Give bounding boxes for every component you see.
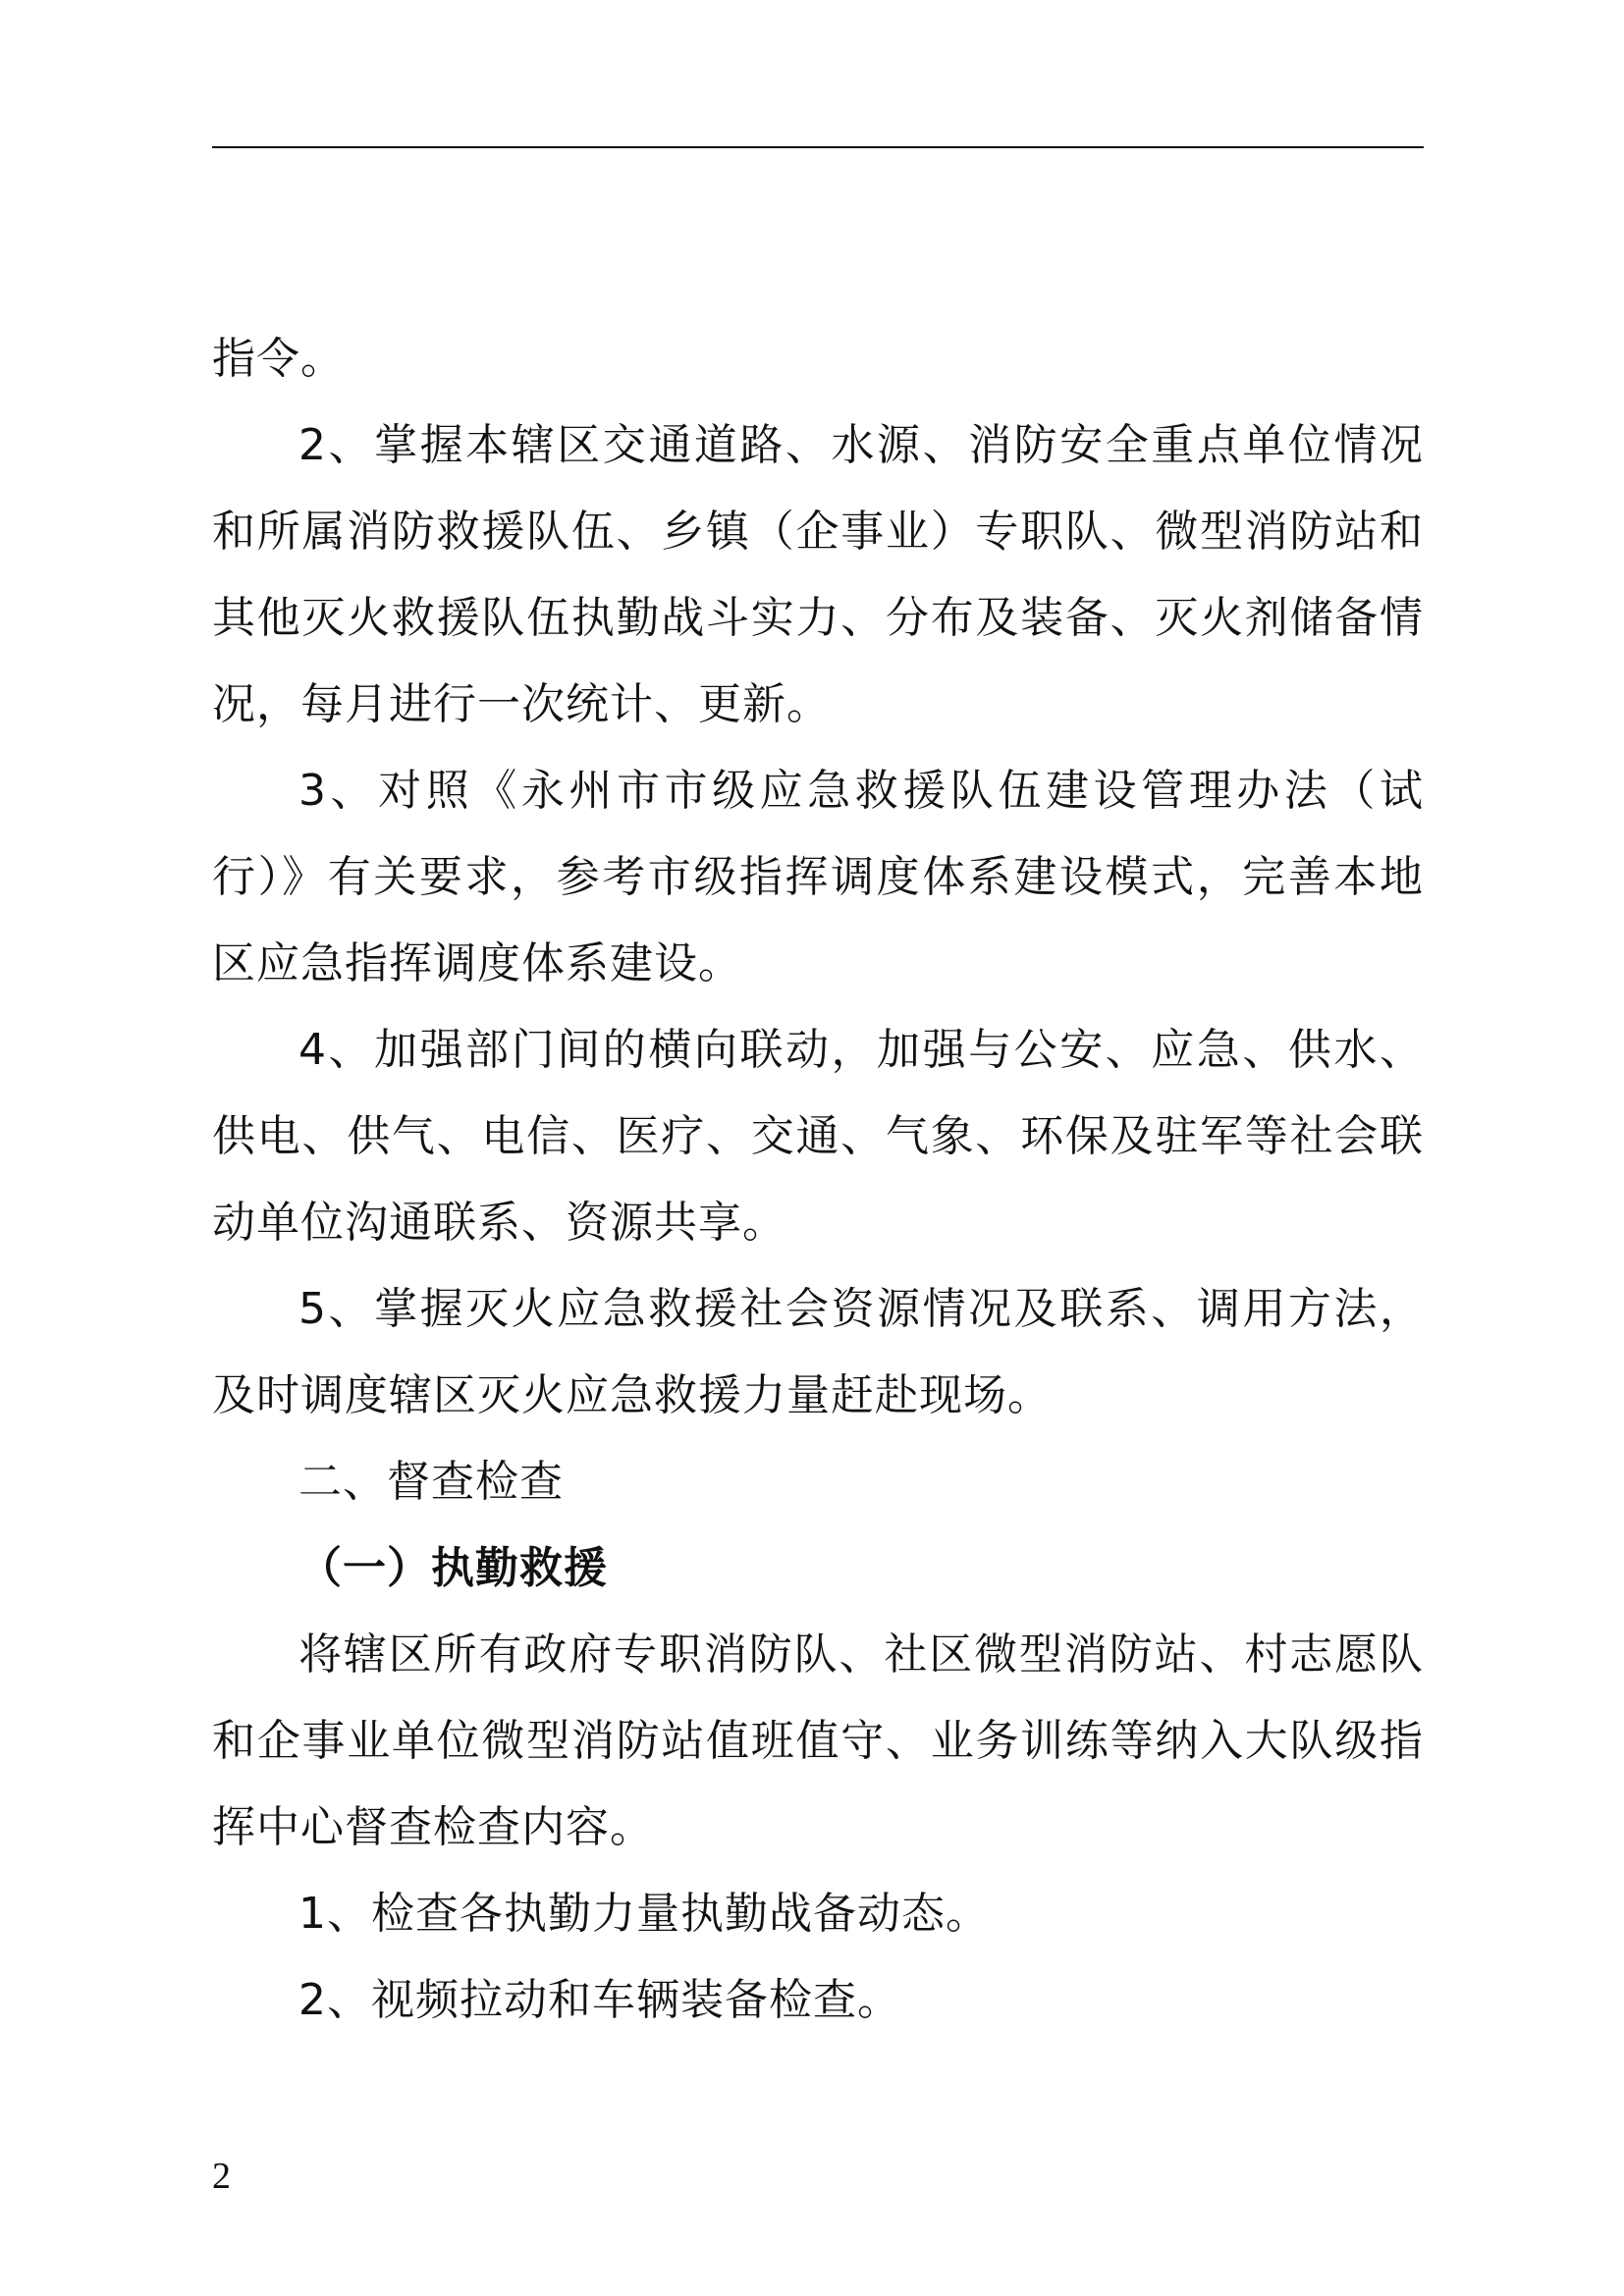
- paragraph-body: 将辖区所有政府专职消防队、社区微型消防站、村志愿队和企事业单位微型消防站值班值守、业务训练等纳入大队级指挥中心督查检查内容。: [212, 1629, 1424, 1852]
- paragraph-item-3: 3、对照《永州市市级应急救援队伍建设管理办法（试行）》有关要求，参考市级指挥调度体系建设模式，完善本地区应急指挥调度体系建设。: [212, 766, 1424, 988]
- page-number: 2: [212, 2156, 231, 2197]
- header-rule: [212, 146, 1424, 148]
- paragraph-item-2: 2、掌握本辖区交通道路、水源、消防安全重点单位情况和所属消防救援队伍、乡镇（企事业）专职队、微型消防站和其他灭火救援队伍执勤战斗实力、分布及装备、灭火剂储备情况，每月进行一次统计、更新。: [212, 420, 1424, 729]
- check-item-2: 2、视频拉动和车辆装备检查。: [298, 1975, 901, 2025]
- paragraph-continuation: 指令。: [212, 334, 345, 384]
- section-heading: 二、督查检查: [298, 1457, 564, 1507]
- check-item-1: 1、检查各执勤力量执勤战备动态。: [298, 1889, 990, 1939]
- paragraph-item-5: 5、掌握灭火应急救援社会资源情况及联系、调用方法，及时调度辖区灭火应急救援力量赶赴现场。: [212, 1284, 1424, 1420]
- paragraph-item-4: 4、加强部门间的横向联动，加强与公安、应急、供水、供电、供气、电信、医疗、交通、气象、环保及驻军等社会联动单位沟通联系、资源共享。: [212, 1025, 1424, 1248]
- document-body: [212, 316, 1424, 2044]
- subsection-heading: （一）执勤救援: [298, 1543, 608, 1593]
